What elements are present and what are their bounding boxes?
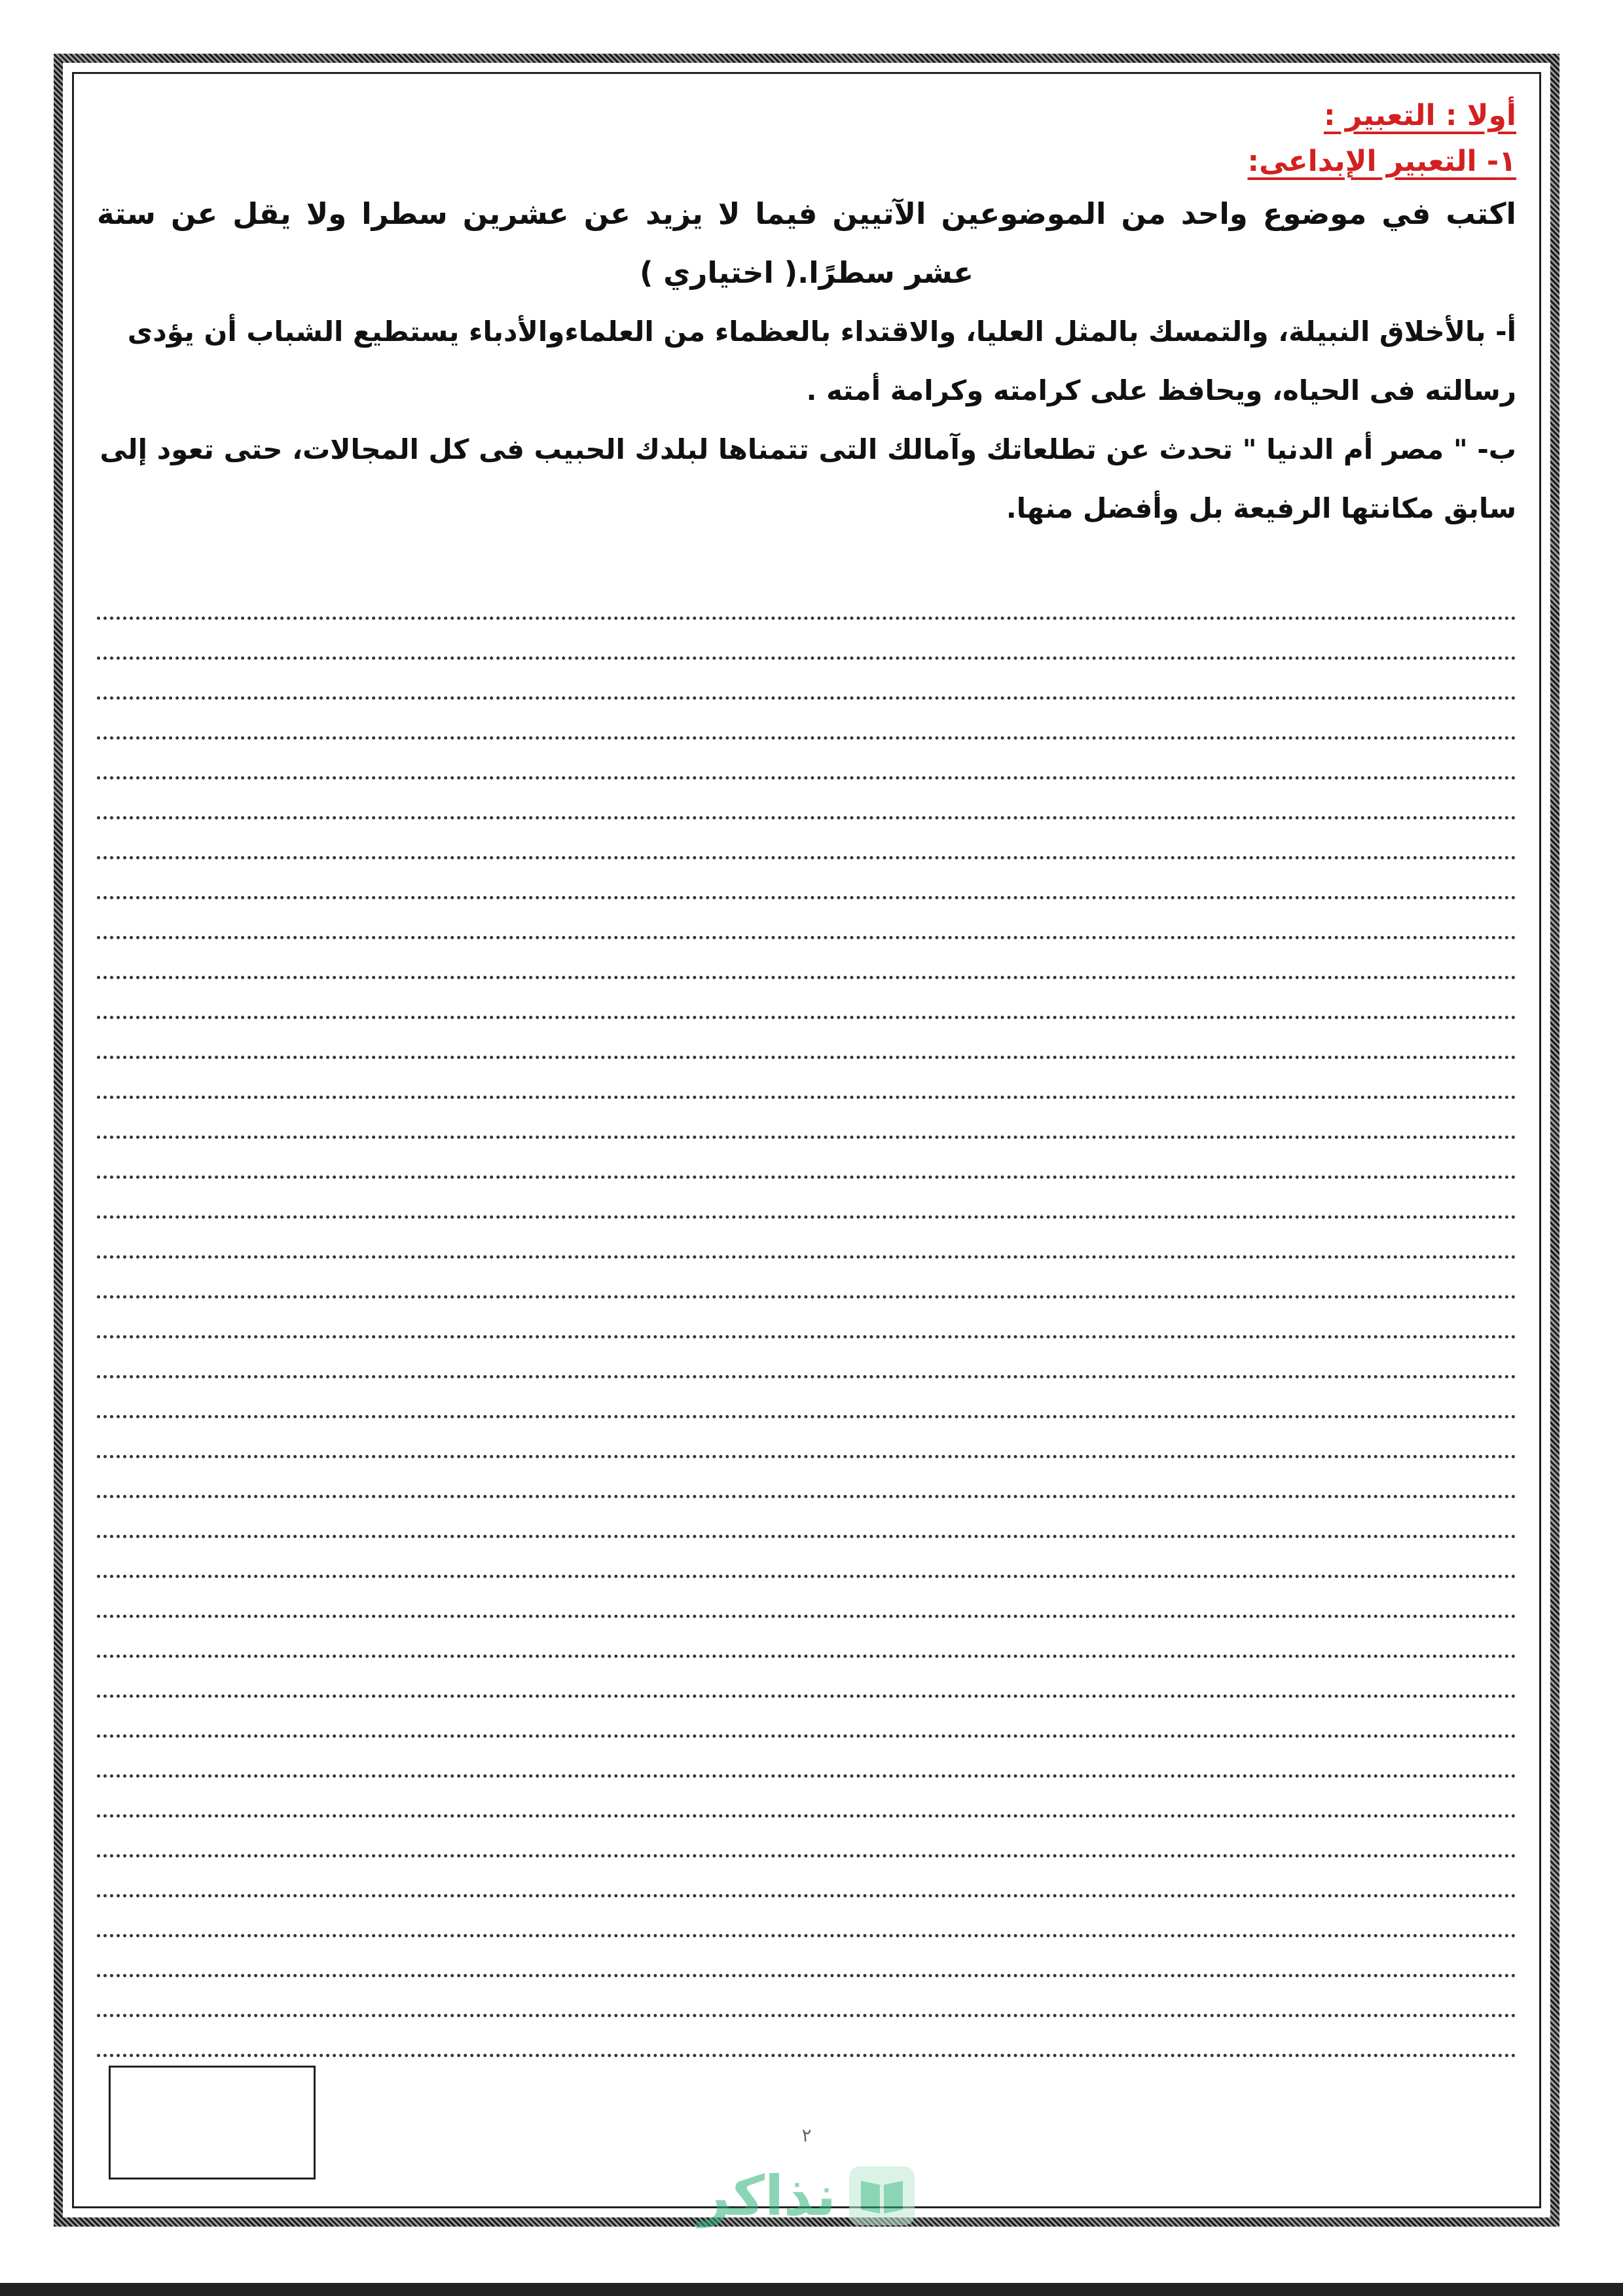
- subsection-title: ١- التعبير الإبداعى:: [1247, 145, 1516, 178]
- answer-line[interactable]: [97, 1618, 1516, 1658]
- answer-line[interactable]: [97, 2017, 1516, 2057]
- answer-line[interactable]: [97, 939, 1516, 979]
- answer-line[interactable]: [97, 819, 1516, 859]
- book-icon: [849, 2166, 915, 2225]
- answer-line[interactable]: [97, 1338, 1516, 1378]
- topic-b: ب- " مصر أم الدنيا " تحدث عن تطلعاتك وآمالك التى تتمناها لبلدك الحبيب فى كل المجالات، حتى تعود إلى سابق مكانتها الرفيعة بل وأفضل منها.: [100, 433, 1516, 524]
- answer-line[interactable]: [97, 1698, 1516, 1738]
- topic-a: أ- بالأخلاق النبيلة، والتمسك بالمثل العليا، والاقتداء بالعظماء من العلماءوالأدباء يستطيع الشباب أن يؤدى رسالته فى الحياه، ويحافظ على كرامته وكرامة أمته .: [127, 315, 1516, 406]
- answer-line[interactable]: [97, 700, 1516, 740]
- answer-line[interactable]: [97, 1658, 1516, 1698]
- answer-line[interactable]: [97, 1099, 1516, 1139]
- page-number: ٢: [801, 2125, 812, 2146]
- score-box: [109, 2066, 316, 2179]
- instruction-text: اكتب في موضوع واحد من الموضوعين الآتيين فيما لا يزيد عن عشرين سطرا ولا يقل عن ستة عشر سطرًا.( اختياري ): [97, 196, 1516, 290]
- answer-line[interactable]: [97, 1259, 1516, 1299]
- answer-line[interactable]: [97, 1538, 1516, 1578]
- answer-line[interactable]: [97, 1818, 1516, 1857]
- answer-line[interactable]: [97, 899, 1516, 939]
- answer-line[interactable]: [97, 1019, 1516, 1059]
- writing-lines[interactable]: [97, 580, 1516, 2057]
- answer-line[interactable]: [97, 620, 1516, 660]
- answer-line[interactable]: [97, 1578, 1516, 1618]
- answer-line[interactable]: [97, 859, 1516, 899]
- answer-line[interactable]: [97, 1418, 1516, 1458]
- answer-line[interactable]: [97, 1299, 1516, 1338]
- answer-line[interactable]: [97, 1139, 1516, 1179]
- watermark: [63, 2164, 1550, 2228]
- answer-line[interactable]: [97, 1738, 1516, 1778]
- answer-line[interactable]: [97, 1498, 1516, 1538]
- answer-line[interactable]: [97, 1857, 1516, 1897]
- answer-line[interactable]: [97, 1977, 1516, 2017]
- answer-line[interactable]: [97, 780, 1516, 819]
- answer-line[interactable]: [97, 580, 1516, 620]
- answer-line[interactable]: [97, 1458, 1516, 1498]
- answer-line[interactable]: [97, 1937, 1516, 1977]
- bottom-rule: [0, 2283, 1623, 2296]
- exam-content: [97, 96, 1516, 538]
- section-title: أولا : التعبير :: [1323, 99, 1516, 132]
- answer-line[interactable]: [97, 1059, 1516, 1099]
- answer-line[interactable]: [97, 979, 1516, 1019]
- watermark-text: نذاكر: [699, 2164, 836, 2228]
- answer-line[interactable]: [97, 1778, 1516, 1818]
- answer-line[interactable]: [97, 1378, 1516, 1418]
- page-border: [54, 54, 1559, 2227]
- answer-line[interactable]: [97, 1179, 1516, 1219]
- answer-line[interactable]: [97, 660, 1516, 700]
- answer-line[interactable]: [97, 1897, 1516, 1937]
- answer-line[interactable]: [97, 740, 1516, 780]
- answer-line[interactable]: [97, 1219, 1516, 1259]
